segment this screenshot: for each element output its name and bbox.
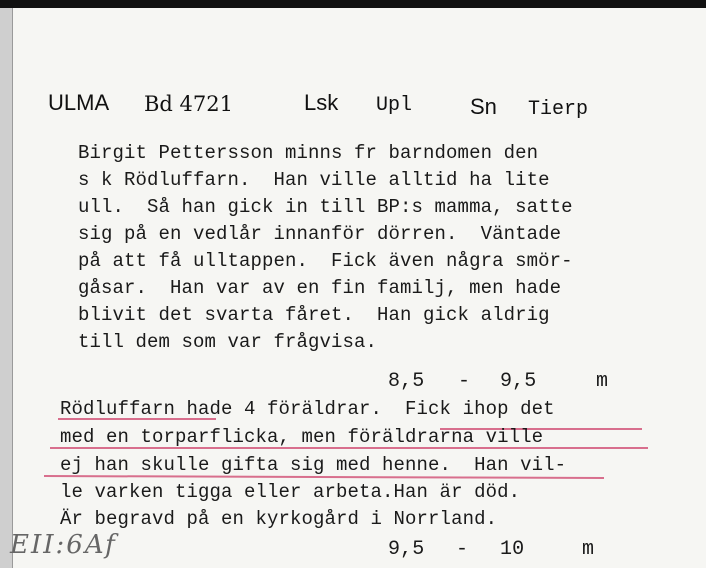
text-line: sig på en vedlår innanför dörren. Väntade bbox=[78, 223, 562, 245]
range-to: 9,5 bbox=[500, 370, 537, 393]
text-line: ej han skulle gifta sig med henne. Han vil- bbox=[60, 454, 567, 476]
page-range-1 bbox=[0, 370, 706, 398]
parish-name: Tierp bbox=[528, 98, 589, 121]
region-code: Lsk bbox=[304, 90, 339, 115]
province-code: Upl bbox=[376, 94, 413, 117]
text-line: blivit det svarta fåret. Han gick aldrig bbox=[78, 304, 550, 326]
archive-label: ULMA bbox=[48, 90, 110, 115]
card-top-edge bbox=[0, 0, 706, 8]
range-dash: - bbox=[456, 538, 469, 561]
text-line: le varken tigga eller arbeta.Han är död. bbox=[60, 481, 521, 503]
text-line: på att få ulltappen. Fick även några smör- bbox=[78, 250, 573, 272]
range-dash: - bbox=[458, 370, 471, 393]
paragraph-2 bbox=[60, 398, 700, 538]
range-to: 10 bbox=[500, 538, 525, 561]
range-unit: m bbox=[582, 538, 595, 561]
handwritten-signum: EII:6Af bbox=[10, 530, 117, 560]
text-line: Birgit Pettersson minns fr barndomen den bbox=[78, 142, 539, 164]
text-line: gåsar. Han var av en fin familj, men hade bbox=[78, 277, 562, 299]
text-line: Är begravd på en kyrkogård i Norrland. bbox=[60, 508, 498, 530]
range-unit: m bbox=[596, 370, 609, 393]
range-from: 9,5 bbox=[388, 538, 425, 561]
record-number: Bd 4721 bbox=[144, 92, 233, 116]
parish-code: Sn bbox=[470, 94, 497, 119]
text-line: s k Rödluffarn. Han ville alltid ha lite bbox=[78, 169, 550, 191]
text-line: till dem som var frågvisa. bbox=[78, 331, 378, 353]
text-line: med en torparflicka, men föräldrarna ville bbox=[60, 426, 544, 448]
range-from: 8,5 bbox=[388, 370, 425, 393]
page-range-2 bbox=[0, 538, 706, 566]
text-line: Rödluffarn hade 4 föräldrar. Fick ihop det bbox=[60, 398, 555, 420]
text-line: ull. Så han gick in till BP:s mamma, satte bbox=[78, 196, 573, 218]
paragraph-1 bbox=[78, 142, 678, 372]
